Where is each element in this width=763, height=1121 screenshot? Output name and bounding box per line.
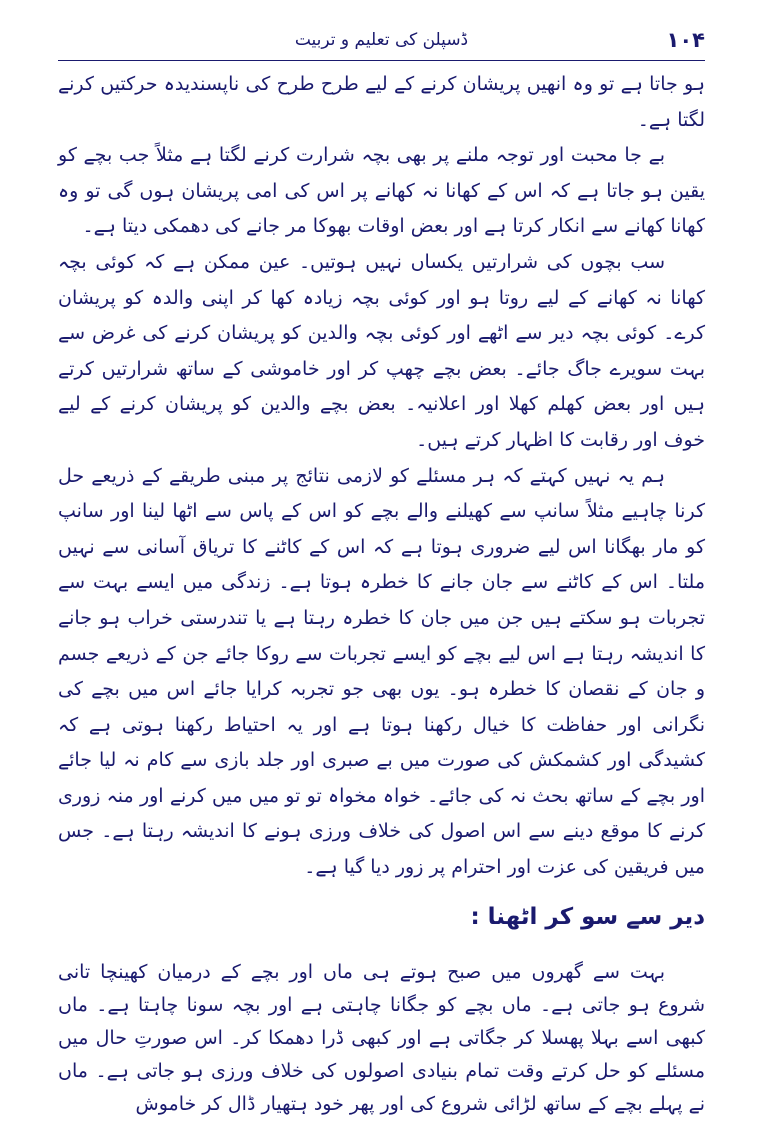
section-body	[58, 956, 705, 1121]
paragraph-2: بے جا محبت اور توجہ ملنے پر بھی بچہ شرارت کرنے لگتا ہے مثلاً جب بچے کو یقین ہو جاتا ہے کہ اس کے کھانا نہ کھانے پر اس کی امی پریشان ہوں گی تو وہ کھانا کھانے سے انکار کرتا ہے اور بعض اوقات بھوکا مر جانے کی دھمکی دیتا ہے۔	[58, 144, 705, 238]
page-number: ۱۰۴	[666, 28, 705, 52]
running-title: ڈسپلن کی تعلیم و تربیت	[294, 30, 469, 50]
paragraph-1: ہو جاتا ہے تو وہ انھیں پریشان کرنے کے لیے طرح طرح کی ناپسندیدہ حرکتیں کرنے لگتا ہے۔	[58, 73, 705, 131]
section-heading: دیر سے سو کر اٹھنا :	[470, 903, 705, 930]
page-header	[58, 26, 705, 61]
paragraph-3: سب بچوں کی شرارتیں یکساں نہیں ہوتیں۔ عین ممکن ہے کہ کوئی بچہ کھانا نہ کھانے کے لیے روتا ہو اور کوئی بچہ زیادہ کھا کر اپنی والدہ کو پریشان کرے۔ کوئی بچہ دیر سے اٹھے اور کوئی بچہ والدین کو پریشان کرنے کی غرض سے بہت سویرے جاگ جائے۔ بعض بچے چھپ کر اور خاموشی کے ساتھ شرارتیں کرتے ہیں اور بعض کھلم کھلا اور اعلانیہ۔ بعض بچے والدین کو پریشان کرنے کے لیے خوف اور رقابت کا اظہار کرتے ہیں۔	[58, 250, 705, 451]
body-text	[58, 67, 705, 886]
paragraph-4: ہم یہ نہیں کہتے کہ ہر مسئلے کو لازمی نتائج پر مبنی طریقے کے ذریعے حل کرنا چاہیے مثلاً سانپ سے کھیلنے والے بچے کو اس کے پاس سے اٹھا لینا اور سانپ کو مار بھگانا اس لیے ضروری ہوتا ہے کہ اس کے کاٹنے کا تریاق آسانی سے نہیں ملتا۔ اس کے کاٹنے سے جان جانے کا خطرہ ہوتا ہے۔ زندگی میں ایسے بہت سے تجربات ہو سکتے ہیں جن میں جان کا خطرہ رہتا ہے یا تندرستی خراب ہو جانے کا اندیشہ رہتا ہے اس لیے بچے کو ایسے تجربات سے روکا جائے جن کے ذریعے جسم و جان کے نقصان کا خطرہ ہو۔ یوں بھی جو تجربہ کرایا جائے اس میں بچے کی نگرانی اور حفاظت کا خیال رکھنا ہوتا ہے اور یہ احتیاط رکھنا ہوتی ہے کہ کشیدگی اور کشمکش کی صورت میں بے صبری اور جلد بازی سے کام نہ لیا جائے اور بچے کے ساتھ بحث نہ کی جائے۔ خواہ مخواہ تو تو میں میں کرنے اور منہ زوری کرنے کا موقع دینے سے اس اصول کی خلاف ورزی ہونے کا اندیشہ رہتا ہے۔ جس میں فریقین کی عزت اور احترام پر زور دیا گیا ہے۔	[58, 464, 705, 879]
section-paragraph: بہت سے گھروں میں صبح ہوتے ہی ماں اور بچے کے درمیان کھینچا تانی شروع ہو جاتی ہے۔ ماں بچے کو جگانا چاہتی ہے اور بچہ سونا چاہتا ہے۔ ماں کبھی اسے بہلا پھسلا کر جگاتی ہے اور کبھی ڈرا دھمکا کر۔ اس صورتِ حال میں مسئلے کو حل کرتے وقت تمام بنیادی اصولوں کی خلاف ورزی ہو جاتی ہے۔ ماں نے پہلے بچے کے ساتھ لڑائی شروع کی اور پھر خود ہتھیار ڈال کر خاموش	[58, 960, 705, 1115]
